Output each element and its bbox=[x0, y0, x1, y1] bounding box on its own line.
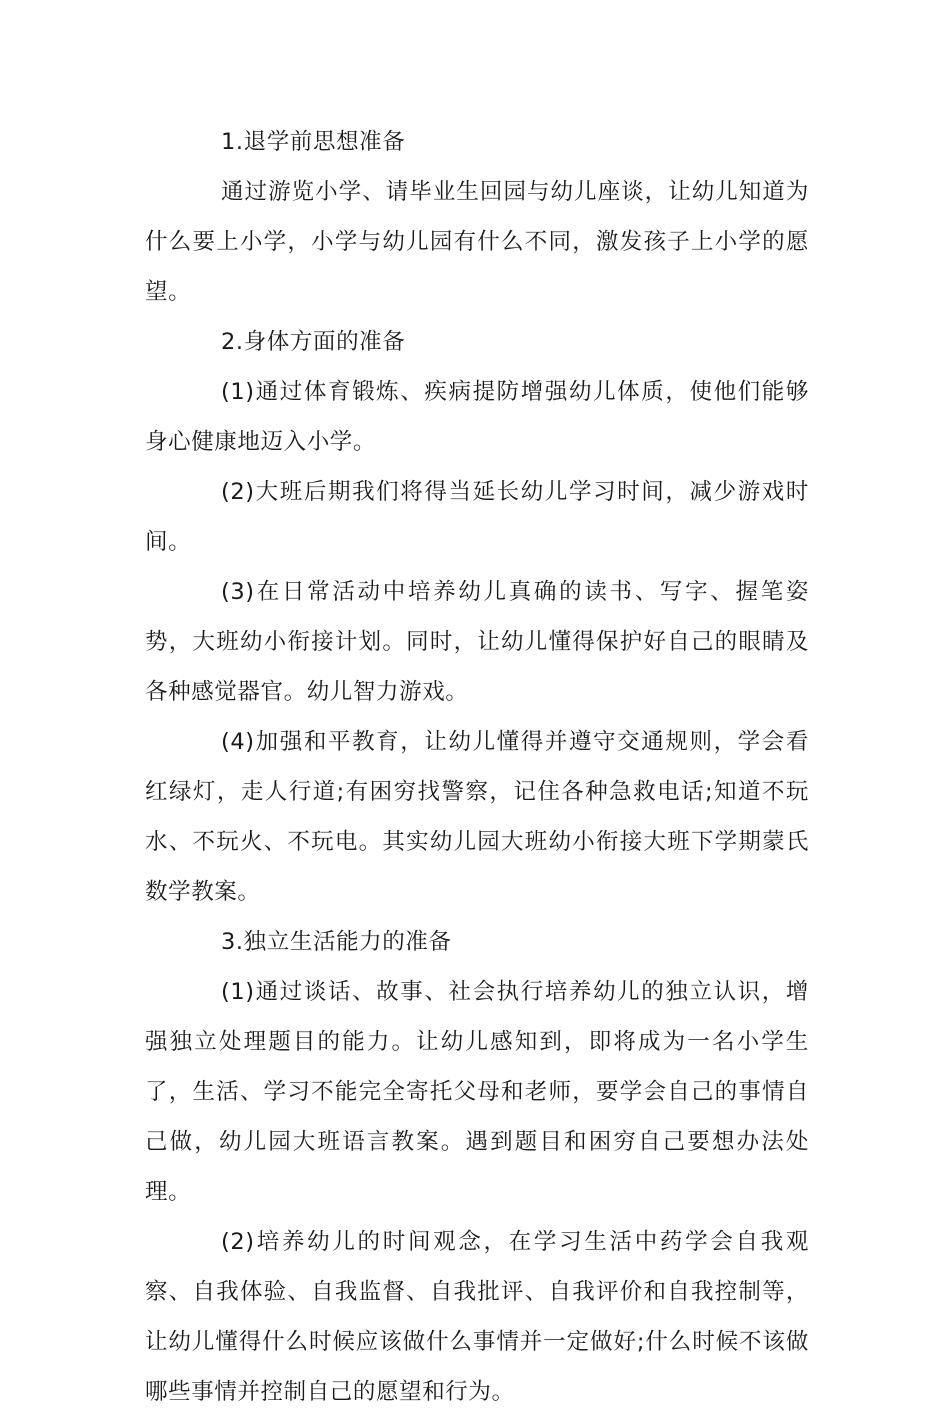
section-heading-2: 2.身体方面的准备 bbox=[221, 329, 406, 355]
section-heading-1: 1.退学前思想准备 bbox=[221, 129, 406, 155]
paragraph: (4)加强和平教育，让幼儿懂得并遵守交通规则，学会看红绿灯，走人行道;有困穷找警察，记住各种急救电话;知道不玩水、不玩火、不玩电。其实幼儿园大班幼小衔接大班下学期蒙氏数学教案。 bbox=[145, 729, 809, 905]
section-heading-3: 3.独立生活能力的准备 bbox=[221, 929, 452, 955]
paragraph: 通过游览小学、请毕业生回园与幼儿座谈，让幼儿知道为什么要上小学，小学与幼儿园有什么不同，激发孩子上小学的愿望。 bbox=[145, 179, 809, 305]
paragraph: (1)通过谈话、故事、社会执行培养幼儿的独立认识，增强独立处理题目的能力。让幼儿感知到，即将成为一名小学生了，生活、学习不能完全寄托父母和老师，要学会自己的事情自己做，幼儿园大班语言教案。遇到题目和困穷自己要想办法处理。 bbox=[145, 979, 809, 1205]
document-body bbox=[145, 117, 809, 1417]
paragraph: (2)培养幼儿的时间观念，在学习生活中药学会自我观察、自我体验、自我监督、自我批评、自我评价和自我控制等，让幼儿懂得什么时候应该做什么事情并一定做好;什么时候不该做哪些事情并控制自己的愿望和行为。 bbox=[145, 1229, 809, 1405]
paragraph: (3)在日常活动中培养幼儿真确的读书、写字、握笔姿势，大班幼小衔接计划。同时，让幼儿懂得保护好自己的眼睛及各种感觉器官。幼儿智力游戏。 bbox=[145, 579, 809, 705]
paragraph: (1)通过体育锻炼、疾病提防增强幼儿体质，使他们能够身心健康地迈入小学。 bbox=[145, 379, 809, 455]
paragraph: (2)大班后期我们将得当延长幼儿学习时间，减少游戏时间。 bbox=[145, 479, 809, 555]
